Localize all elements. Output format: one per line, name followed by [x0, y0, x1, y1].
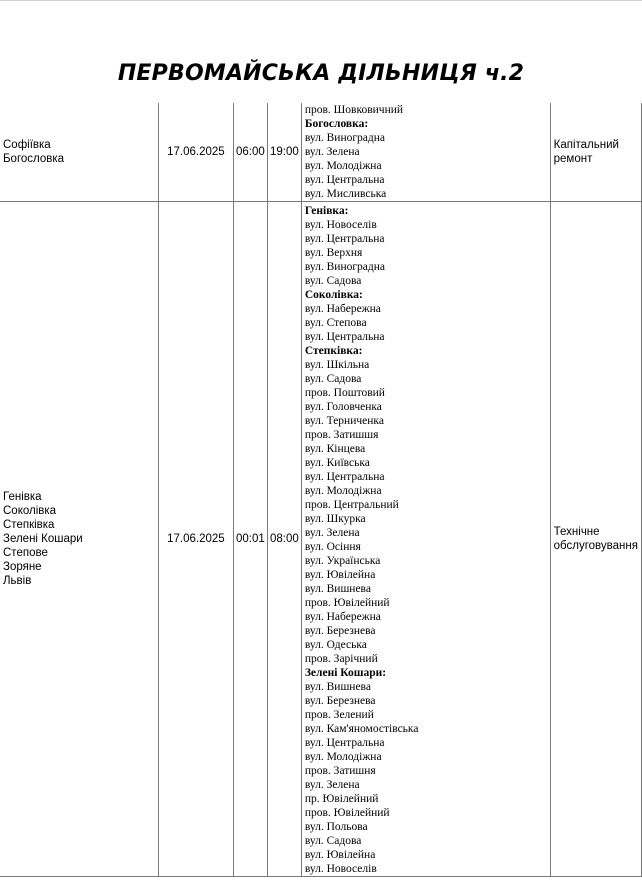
date-cell: 17.06.2025	[158, 103, 233, 202]
street-name: вул. Набережна	[304, 611, 381, 623]
street-name: пров. Затишшя	[304, 429, 379, 441]
village-heading: Степківка:	[304, 345, 363, 357]
table-row	[0, 202, 642, 877]
street-name: вул. Березнева	[304, 695, 376, 707]
street-name: пров. Центральний	[304, 499, 399, 511]
street-name: вул. Польова	[304, 821, 368, 833]
village-heading: Соколівка:	[304, 289, 363, 301]
street-name: пров. Шовковичний	[304, 104, 404, 116]
village-heading: Зелені Кошари:	[304, 667, 387, 679]
location-name: Софіївка	[3, 139, 51, 151]
street-name: вул. Новоселів	[304, 863, 377, 875]
street-name: вул. Мисливська	[304, 188, 387, 200]
street-name: пров. Зарічний	[304, 653, 378, 665]
street-name: вул. Молодіжна	[304, 160, 382, 172]
location-name: Степове	[3, 547, 48, 559]
top-border	[0, 0, 642, 1]
reason-cell: Капітальний ремонт	[550, 103, 641, 202]
street-name: вул. Садова	[304, 835, 362, 847]
street-name: вул. Терниченка	[304, 415, 384, 427]
street-name: вул. Центральна	[304, 174, 385, 186]
street-name: пров. Затишня	[304, 765, 376, 777]
time-to-cell: 08:00	[267, 202, 301, 877]
locations-cell	[0, 103, 158, 202]
street-name: вул. Молодіжна	[304, 485, 382, 497]
street-name: вул. Молодіжна	[304, 751, 382, 763]
outage-table-body	[0, 103, 642, 877]
time-from-cell: 06:00	[233, 103, 267, 202]
street-name: вул. Центральна	[304, 331, 385, 343]
street-name: вул. Ювілейна	[304, 569, 376, 581]
street-name: вул. Головченка	[304, 401, 382, 413]
street-name: пр. Ювілейний	[304, 793, 379, 805]
street-name: вул. Набережна	[304, 303, 381, 315]
street-name: вул. Одеська	[304, 639, 367, 651]
street-name: вул. Київська	[304, 457, 370, 469]
location-name: Соколівка	[3, 505, 57, 517]
street-name: вул. Зелена	[304, 527, 360, 539]
time-to-cell: 19:00	[267, 103, 301, 202]
street-name: вул. Зелена	[304, 779, 360, 791]
location-name: Степківка	[3, 519, 55, 531]
reason-cell: Технічне обслуговування	[550, 202, 641, 877]
street-name: вул. Верхня	[304, 247, 363, 259]
street-name: вул. Садова	[304, 275, 362, 287]
street-name: вул. Виноградна	[304, 132, 386, 144]
street-name: пров. Ювілейний	[304, 807, 390, 819]
street-name: вул. Шкільна	[304, 359, 370, 371]
table-row	[0, 103, 642, 202]
village-heading: Богословка:	[304, 118, 369, 130]
page-title: ПЕРВОМАЙСЬКА ДІЛЬНИЦЯ ч.2	[117, 61, 525, 86]
street-name: пров. Поштовий	[304, 387, 385, 399]
street-name: вул. Новоселів	[304, 219, 377, 231]
street-name: вул. Вишнева	[304, 681, 371, 693]
street-name: пров. Ювілейний	[304, 597, 390, 609]
street-name: вул. Березнева	[304, 625, 376, 637]
village-heading: Генівка:	[304, 205, 349, 217]
street-name: вул. Степова	[304, 317, 367, 329]
street-name: вул. Кам'яномостівська	[304, 723, 419, 735]
location-name: Богословка	[3, 153, 65, 165]
date-cell: 17.06.2025	[158, 202, 233, 877]
street-name: вул. Центральна	[304, 233, 385, 245]
street-name: вул. Садова	[304, 373, 362, 385]
time-from-cell: 00:01	[233, 202, 267, 877]
street-name: вул. Зелена	[304, 146, 360, 158]
street-name: вул. Вишнева	[304, 583, 371, 595]
location-name: Львів	[3, 575, 32, 587]
streets-cell	[301, 202, 550, 877]
street-name: вул. Центральна	[304, 471, 385, 483]
location-name: Зелені Кошари	[3, 533, 83, 545]
street-name: пров. Зелений	[304, 709, 374, 721]
location-name: Генівка	[3, 491, 42, 503]
street-name: вул. Центральна	[304, 737, 385, 749]
street-name: вул. Осіння	[304, 541, 361, 553]
locations-cell	[0, 202, 158, 877]
street-name: вул. Шкурка	[304, 513, 366, 525]
streets-cell	[301, 103, 550, 202]
outage-table	[0, 103, 642, 877]
street-name: вул. Кінцева	[304, 443, 366, 455]
location-name: Зоряне	[3, 561, 42, 573]
street-name: вул. Виноградна	[304, 261, 386, 273]
street-name: вул. Ювілейна	[304, 849, 376, 861]
street-name: вул. Українська	[304, 555, 381, 567]
